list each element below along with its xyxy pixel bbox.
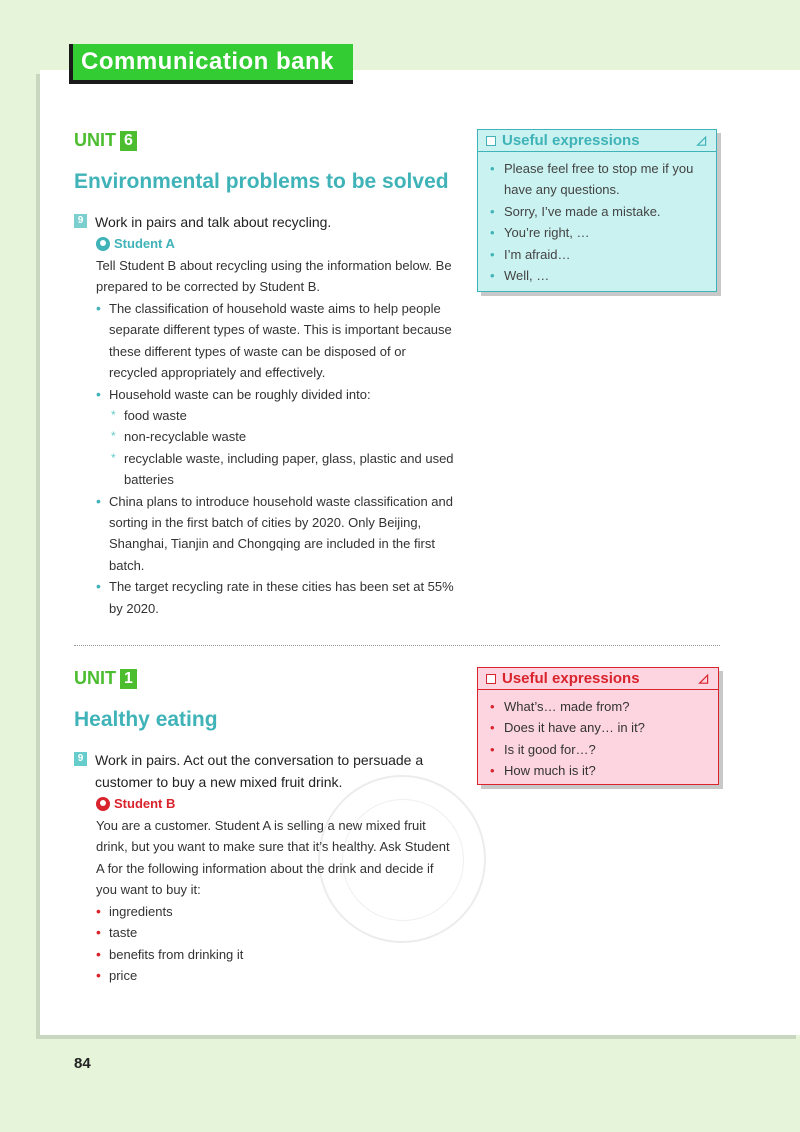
expression-item: [490, 717, 710, 738]
expression-item: [490, 265, 708, 286]
sub-item-text: recyclable waste, including paper, glass, plastic and used batteries: [124, 450, 454, 488]
expression-text: Does it have any… in it?: [504, 720, 645, 736]
student-a-label: [96, 236, 175, 251]
sub-list-item: [109, 448, 456, 491]
expression-text: What’s… made from?: [504, 699, 630, 714]
list-item: [96, 576, 456, 619]
bullet-icon: •: [490, 741, 495, 757]
list-item-text: benefits from drinking it: [109, 946, 244, 962]
expression-text: Sorry, I’ve made a mistake.: [504, 203, 661, 219]
unit-label: UNIT: [74, 130, 116, 150]
bullet-icon: •: [96, 385, 101, 402]
list-item-text: taste: [109, 925, 138, 941]
bullet-icon: •: [490, 720, 495, 736]
section-title: Environmental problems to be solved: [74, 170, 449, 193]
student-b-label: [96, 796, 175, 811]
task-9-fruit-drink: [74, 749, 454, 793]
expression-item: [490, 739, 710, 760]
list-item-text: China plans to introduce household waste classification and sorting in the first batch of cities by 2020. Only Beijing, Shanghai, Tianjin and Chongqing are included in the first batch.: [109, 493, 453, 573]
sub-item-text: non-recyclable waste: [124, 429, 247, 445]
expression-text: Well, …: [504, 268, 550, 284]
box-title: Useful expressions: [502, 132, 640, 149]
info-list: [96, 298, 456, 619]
star-bullet-icon: *: [111, 429, 116, 444]
list-item: [96, 901, 456, 922]
corner-triangle-icon: ◿: [696, 133, 706, 147]
task-9-recycling: [74, 211, 454, 235]
expression-text: Please feel free to stop me if you have any questions.: [504, 161, 694, 198]
expression-item: [490, 760, 710, 781]
bullet-icon: •: [490, 203, 495, 219]
useful-expressions-box: [477, 129, 717, 292]
expression-item: [490, 201, 708, 222]
expression-item: [490, 222, 708, 243]
square-icon: [486, 136, 496, 146]
expression-item: [490, 244, 708, 265]
bullet-icon: •: [96, 300, 101, 316]
bullet-icon: •: [96, 967, 101, 984]
task-title: Work in pairs. Act out the conversation to persuade a customer to buy a new mixed fruit drink.: [95, 752, 424, 790]
list-item: [96, 491, 456, 577]
useful-expressions-box: [477, 667, 719, 785]
info-list: [96, 901, 456, 987]
list-item-text: price: [109, 968, 138, 984]
box-header: [478, 668, 718, 690]
page-number: 84: [74, 1055, 91, 1072]
list-item-text: The target recycling rate in these cities has been set at 55% by 2020.: [109, 579, 454, 616]
bullet-icon: •: [490, 225, 495, 241]
unit-heading-6: [74, 130, 137, 151]
task-intro: Tell Student B about recycling using the information below. Be prepared to be corrected by Student B.: [96, 258, 452, 295]
sub-item-text: food waste: [124, 408, 187, 424]
bullet-icon: •: [490, 763, 495, 779]
box-header: [478, 130, 716, 152]
task-intro: You are a customer. Student A is selling a new mixed fruit drink, but you want to make sure that it’s healthy. Ask Student A for the following information about the drink and decide if you want to buy it:: [96, 818, 450, 898]
list-item: [96, 384, 456, 491]
corner-triangle-icon: ◿: [698, 671, 708, 685]
bullet-icon: •: [490, 699, 495, 714]
box-title: Useful expressions: [502, 670, 640, 687]
section-divider: [74, 645, 720, 646]
list-item-text: The classification of household waste aims to help people separate different types of waste. This is important because these different types of waste can be disposed of or recycled appropriately and effectively.: [109, 301, 452, 381]
bullet-icon: •: [96, 924, 101, 941]
expressions-list: [478, 152, 716, 286]
expressions-list: [478, 690, 718, 782]
bullet-icon: •: [96, 945, 101, 962]
list-item-text: Household waste can be roughly divided into:: [109, 386, 371, 402]
task-number-icon: 9: [74, 214, 87, 228]
expression-text: I’m afraid…: [504, 246, 571, 262]
expression-text: You’re right, …: [504, 225, 590, 241]
bullet-icon: •: [490, 268, 495, 284]
expression-item: [490, 696, 710, 717]
expression-item: [490, 158, 708, 201]
student-name: Student B: [114, 796, 176, 811]
bullet-icon: •: [96, 578, 101, 595]
expression-text: How much is it?: [504, 763, 596, 779]
task-title: Work in pairs and talk about recycling.: [95, 214, 332, 230]
list-item-text: ingredients: [109, 904, 173, 919]
list-item: [96, 298, 456, 384]
star-bullet-icon: *: [111, 450, 116, 465]
section-title: Healthy eating: [74, 708, 218, 731]
student-avatar-icon: [96, 237, 110, 251]
bullet-icon: •: [490, 161, 495, 176]
expression-text: Is it good for…?: [504, 741, 596, 757]
sub-list-item: [109, 426, 456, 447]
sub-list-item: [109, 405, 456, 426]
bullet-icon: •: [96, 492, 101, 509]
list-item: [96, 944, 456, 965]
square-icon: [486, 674, 496, 684]
unit-number: 6: [120, 131, 137, 151]
unit-number: 1: [120, 669, 137, 689]
bullet-icon: •: [96, 903, 101, 919]
unit-heading-1: [74, 668, 137, 689]
student-avatar-icon: [96, 797, 110, 811]
star-bullet-icon: *: [111, 408, 116, 423]
task-number-icon: 9: [74, 752, 87, 766]
bullet-icon: •: [490, 246, 495, 262]
student-name: Student A: [114, 236, 175, 251]
list-item: [96, 922, 456, 943]
list-item: [96, 965, 456, 986]
banner-title: Communication bank: [73, 44, 353, 80]
unit-label: UNIT: [74, 668, 116, 688]
